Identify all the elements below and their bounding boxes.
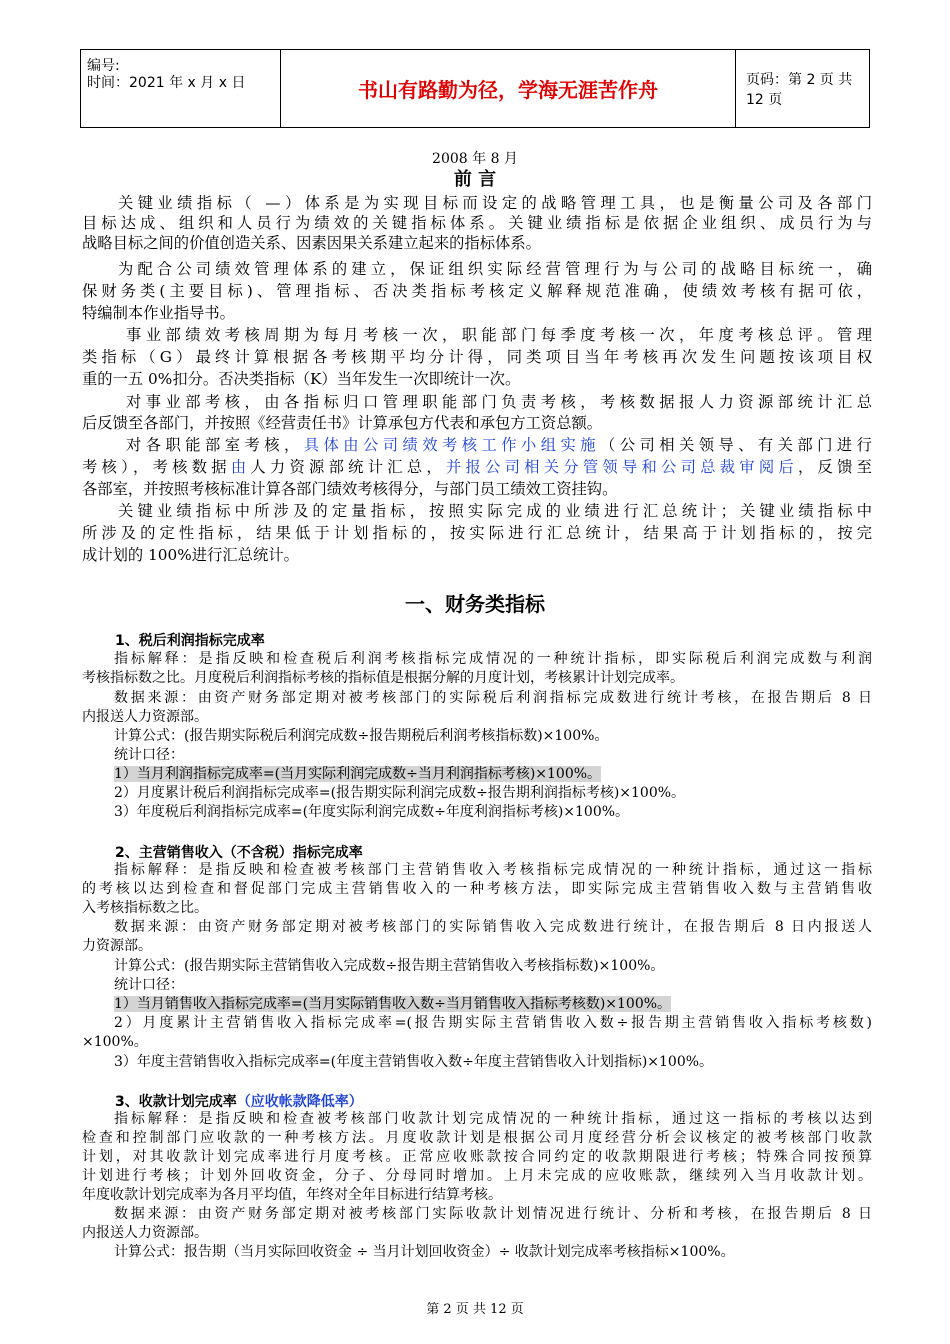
body-line: 计划，对其收款计划完成率进行月度考核。正常应收账款按合同约定的收款期限进行考核；特殊合同按预算: [82, 1149, 872, 1165]
preface-line: 保财务类(主要目标)、管理指标、否决类指标考核定义解释规范准确，使绩效考核有据可依，: [82, 282, 872, 300]
preface-line: 后反馈至各部门，并按照《经营责任书》计算承包方代表和承包方工资总额。: [82, 414, 603, 432]
doc-date: 2008 年 8 月: [432, 151, 518, 167]
body-line: 入考核指标数之比。: [82, 900, 208, 916]
body-line: [82, 765, 872, 784]
body-line: 2）月度累计主营销售收入指标完成率=(报告期实际主营销售收入数÷报告期主营销售收入指标考核数): [114, 1015, 872, 1031]
preface-line: 关键业绩指标中所涉及的定量指标，按照实际完成的业绩进行汇总统计；关键业绩指标中: [118, 502, 872, 520]
header-page-info: 页码：第 2 页 共 12 页: [746, 71, 853, 108]
preface-line: 关键业绩指标（ —）体系是为实现目标而设定的战略管理工具，也是衡量公司及各部门: [118, 194, 872, 212]
subsection-title: 2、主营销售收入（不含税）指标完成率: [115, 845, 363, 861]
body-line: 内报送人力资源部。: [82, 709, 208, 725]
page-header: [80, 49, 870, 128]
preface-title: 前 言: [453, 169, 497, 190]
blue-text: （应收帐款降低率）: [236, 1094, 363, 1110]
body-line: 指标解释：是指反映和检查税后利润考核指标完成情况的一种统计指标，即实际税后利润完成数与利润: [114, 651, 872, 667]
body-line: 统计口径：: [114, 977, 184, 993]
preface-line: 对事业部考核，由各指标归口管理职能部门负责考核，考核数据报人力资源部统计汇总: [126, 393, 872, 411]
body-line: 的考核以达到检查和督促部门完成主营销售收入的一种考核方法，即实际完成主营销售收入数与主营销售收: [82, 881, 872, 897]
preface-line: 特编制本作业指导书。: [82, 304, 235, 322]
preface-line: 战略目标之间的价值创造关系、因素因果关系建立起来的指标体系。: [82, 234, 541, 252]
body-line: 考核指标数之比。月度税后利润指标考核的指标值是根据分解的月度计划，考核累计计划完成率。: [82, 670, 684, 686]
body-line: 数据来源：由资产财务部定期对被考核部门的实际销售收入完成数进行统计，在报告期后 8 日内报送人: [114, 919, 872, 935]
subsection-title: 3、收款计划完成率（应收帐款降低率）: [115, 1094, 363, 1110]
body-line: 计算公式：(报告期实际主营销售收入完成数÷报告期主营销售收入考核指标数)×100%。: [114, 958, 665, 974]
body-line: 力资源部。: [82, 938, 152, 954]
highlighted-text: 1）当月销售收入指标完成率=(当月实际销售收入数÷当月销售收入指标考核数)×100%。: [114, 996, 672, 1012]
body-line: [82, 995, 872, 1014]
preface-line: 目标达成、组织和人员行为绩效的关键指标体系。关键业绩指标是依据企业组织、成员行为与: [82, 214, 872, 232]
subsection-title: 1、税后利润指标完成率: [115, 633, 265, 649]
body-line: 检查和控制部门应收款的一种考核方法。月度收款计划是根据公司月度经营分析会议核定的被考核部门收款: [82, 1130, 872, 1146]
preface-line: 类指标（G）最终计算根据各考核期平均分计得，同类项目当年考核再次发生问题按该项目权: [82, 348, 872, 366]
highlighted-text: 1）当月利润指标完成率=(当月实际利润完成数÷当月利润指标考核)×100%。: [114, 766, 602, 782]
preface-line: 对各职能部室考核，具体由公司绩效考核工作小组实施（公司相关领导、有关部门进行: [126, 436, 872, 454]
header-meta: [81, 50, 281, 127]
preface-line: 考核），考核数据由人力资源部统计汇总，并报公司相关分管领导和公司总裁审阅后，反馈至: [82, 458, 872, 476]
header-motto: 书山有路勤为径，学海无涯苦作舟: [281, 50, 736, 127]
body-line: 3）年度主营销售收入指标完成率=(年度主营销售收入数÷年度主营销售收入计划指标)×100%。: [114, 1054, 714, 1070]
body-line: 计划进行考核；计划外回收资金，分子、分母同时增加。上月未完成的应收账款，继续列入当月收款计划。: [82, 1168, 872, 1184]
blue-text: 由: [230, 458, 251, 476]
body-line: 2）月度累计税后利润指标完成率=(报告期实际利润完成数÷报告期利润指标考核)×100%。: [114, 785, 686, 801]
body-line: 3）年度税后利润指标完成率=(年度实际利润完成数÷年度利润指标考核)×100%。: [114, 804, 630, 820]
preface-line: 所涉及的定性指标，结果低于计划指标的，按实际进行汇总统计，结果高于计划指标的，按完: [82, 524, 872, 542]
body-line: 数据来源：由资产财务部定期对被考核部门的实际税后利润指标完成数进行统计考核，在报告期后 8 日: [114, 690, 872, 706]
preface-line: 事业部绩效考核周期为每月考核一次，职能部门每季度考核一次，年度考核总评。管理: [126, 326, 872, 344]
number-label: 编号:: [87, 58, 120, 74]
blue-text: 并报公司相关分管领导和公司总裁审阅后: [445, 458, 798, 476]
time-label: 时间：2021 年 x 月 x 日: [87, 75, 246, 91]
section-heading: 一、财务类指标: [405, 592, 545, 616]
body-line: ×100%。: [82, 1034, 148, 1050]
body-line: 指标解释：是指反映和检查被考核部门主营销售收入考核指标完成情况的一种统计指标，通过这一指标: [114, 862, 872, 878]
body-line: 内报送人力资源部。: [82, 1225, 208, 1241]
body-line: 计算公式：(报告期实际税后利润完成数÷报告期税后利润考核指标数)×100%。: [114, 728, 609, 744]
body-line: 指标解释：是指反映和检查被考核部门收款计划完成情况的一种统计指标，通过这一指标的考核以达到: [114, 1111, 872, 1127]
body-line: 计算公式：报告期（当月实际回收资金 ÷ 当月计划回收资金）÷ 收款计划完成率考核指标×100%。: [114, 1244, 735, 1260]
page-footer: 第 2 页 共 12 页: [426, 1302, 524, 1317]
preface-line: 为配合公司绩效管理体系的建立，保证组织实际经营管理行为与公司的战略目标统一，确: [118, 260, 872, 278]
blue-text: 具体由公司绩效考核工作小组实施: [303, 436, 600, 454]
body-line: 年度收款计划完成率为各月平均值，年终对全年目标进行结算考核。: [82, 1187, 502, 1203]
body-line: 数据来源：由资产财务部定期对被考核部门实际收款计划情况进行统计、分析和考核，在报告期后 8 日: [114, 1206, 872, 1222]
preface-line: 各部室，并按照考核标准计算各部门绩效考核得分，与部门员工绩效工资挂钩。: [82, 480, 618, 498]
preface-line: 成计划的 100%进行汇总统计。: [82, 546, 299, 564]
body-line: 统计口径：: [114, 747, 184, 763]
preface-line: 重的一五 0%扣分。否决类指标（K）当年发生一次即统计一次。: [82, 370, 521, 388]
